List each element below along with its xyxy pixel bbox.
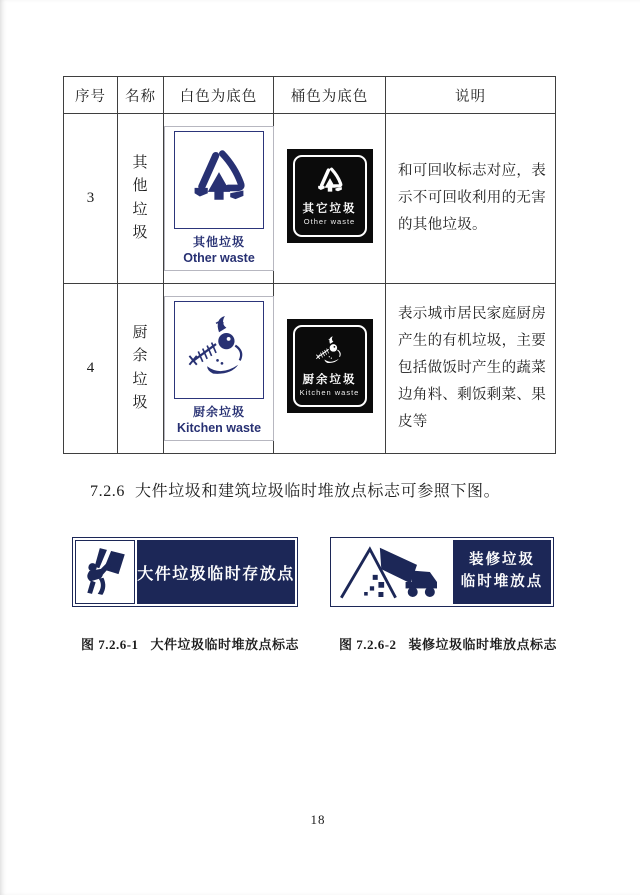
- bucket-sign-card: [287, 149, 373, 243]
- table-row: [64, 114, 556, 284]
- kitchen-waste-icon: [312, 335, 348, 369]
- renovation-sign-line2: 临时堆放点: [460, 574, 544, 590]
- renovation-waste-sign-text: [453, 540, 551, 604]
- renovation-sign-line1: 装修垃圾: [469, 552, 535, 569]
- section-paragraph: [90, 478, 500, 501]
- name-cell: 厨余垃圾: [118, 284, 164, 454]
- header-white-base: 白色为底色: [164, 77, 274, 114]
- bucket-sign-label-en: Kitchen waste: [299, 388, 360, 397]
- other-waste-icon: [313, 166, 347, 198]
- bucket-sign-label-cn: 厨余垃圾: [302, 374, 357, 386]
- bulky-waste-sign-text: 大件垃圾临时存放点: [137, 540, 295, 604]
- white-sign-label-cn: 其他垃圾: [192, 235, 245, 249]
- caption-text: 大件垃圾临时堆放点标志: [150, 637, 300, 652]
- white-sign-label-cn: 厨余垃圾: [192, 405, 245, 419]
- renovation-waste-truck-icon: [333, 540, 451, 604]
- other-waste-icon: [174, 131, 264, 229]
- white-sign-cell: [164, 114, 274, 284]
- section-number: 7.2.6: [90, 483, 125, 500]
- seq-cell: 3: [64, 114, 118, 284]
- header-bucket-base: 桶色为底色: [274, 77, 386, 114]
- white-sign-card: [164, 296, 274, 441]
- bucket-sign-card: [287, 319, 373, 413]
- bucket-sign-cell: [274, 114, 386, 284]
- description-cell: 表示城市居民家庭厨房产生的有机垃圾，主要包括做饭时产生的蔬菜边角料、剩饭剩菜、果皮等: [386, 284, 556, 454]
- caption-label: 图 7.2.6-2: [338, 637, 397, 652]
- description-cell: 和可回收标志对应，表示不可回收利用的无害的其他垃圾。: [386, 114, 556, 284]
- header-seq: 序号: [64, 77, 118, 114]
- caption-text: 装修垃圾临时堆放点标志: [408, 637, 558, 652]
- white-sign-card: [164, 126, 274, 271]
- table-header-row: [64, 77, 556, 114]
- seq-cell: 4: [64, 284, 118, 454]
- renovation-waste-sign: [330, 537, 554, 607]
- header-description: 说明: [386, 77, 556, 114]
- bucket-sign-label-cn: 其它垃圾: [302, 203, 357, 215]
- name-cell: 其他垃圾: [118, 114, 164, 284]
- white-sign-cell: [164, 284, 274, 454]
- bucket-sign-cell: [274, 284, 386, 454]
- table-row: [64, 284, 556, 454]
- header-name: 名称: [118, 77, 164, 114]
- figure-caption: [336, 634, 560, 653]
- section-text: 大件垃圾和建筑垃圾临时堆放点标志可参照下图。: [135, 483, 501, 500]
- bulky-waste-sign: [72, 537, 298, 607]
- page-number: 18: [310, 812, 326, 827]
- bucket-sign-label-en: Other waste: [303, 217, 356, 226]
- figure-caption: [70, 634, 310, 653]
- white-sign-label-en: Other waste: [183, 251, 255, 265]
- white-sign-label-en: Kitchen waste: [176, 421, 262, 435]
- waste-sign-table: [63, 76, 556, 454]
- bulky-waste-carry-icon: [75, 540, 135, 604]
- caption-label: 图 7.2.6-1: [80, 637, 139, 652]
- kitchen-waste-icon: [174, 301, 264, 399]
